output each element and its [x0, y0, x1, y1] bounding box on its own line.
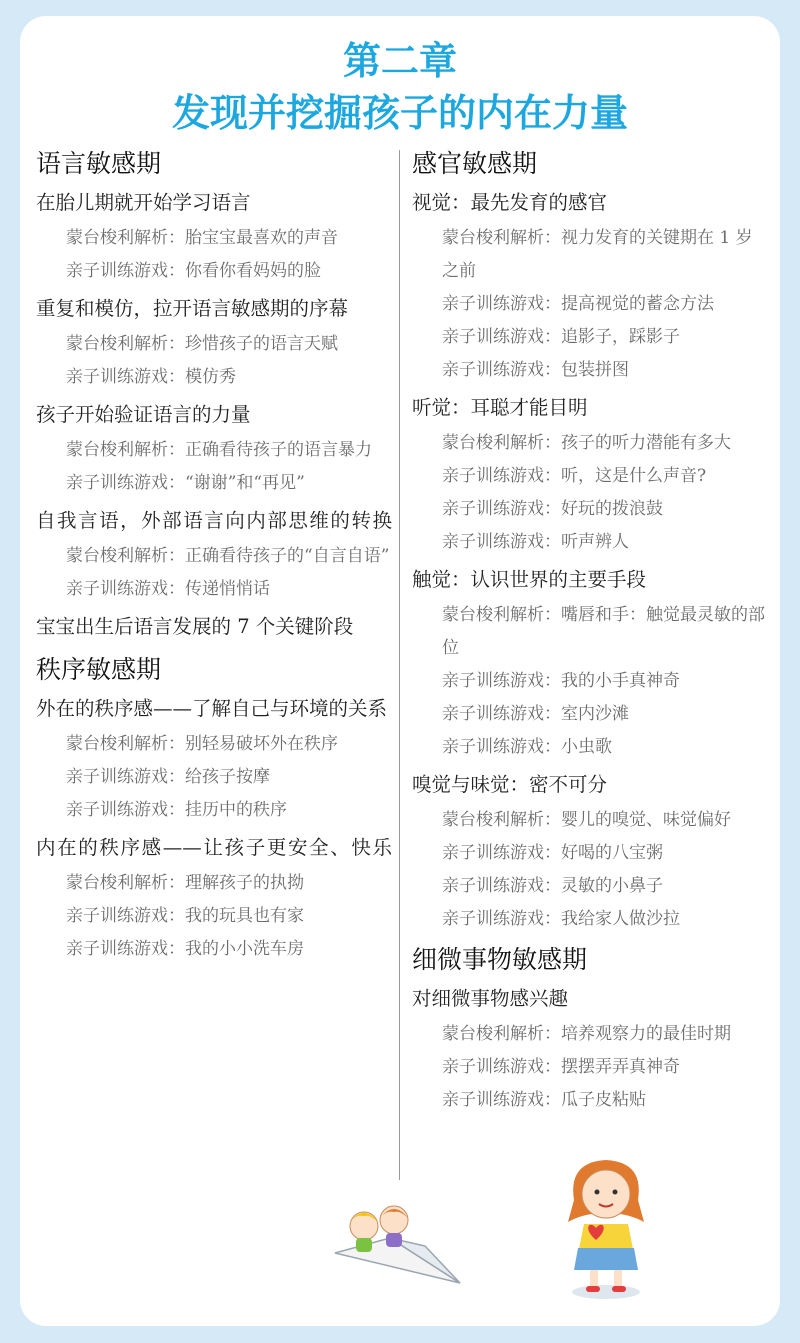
chapter-number: 第二章 — [342, 39, 457, 83]
toc-item: 蒙台梭利解析：视力发育的关键期在 1 岁之前 — [442, 228, 753, 281]
toc-item: 蒙台梭利解析：培养观察力的最佳时期 — [442, 1024, 731, 1044]
toc-item: 蒙台梭利解析：正确看待孩子的“自言自语” — [66, 546, 390, 566]
section-heading: 细微事物敏感期 — [412, 945, 588, 974]
toc-item: 亲子训练游戏：挂历中的秩序 — [66, 800, 287, 820]
kids-paper-plane-illustration — [330, 1198, 470, 1288]
toc-item: 蒙台梭利解析：正确看待孩子的语言暴力 — [66, 440, 372, 460]
toc-item: 亲子训练游戏：模仿秀 — [66, 367, 236, 387]
toc-subheading: 嗅觉与味觉：密不可分 — [412, 773, 608, 796]
toc-subheading: 宝宝出生后语言发展的 7 个关键阶段 — [36, 615, 354, 638]
toc-item: 蒙台梭利解析：胎宝宝最喜欢的声音 — [66, 228, 338, 248]
toc-item: 亲子训练游戏：我的小小洗车房 — [66, 939, 304, 959]
toc-subheading: 重复和模仿，拉开语言敏感期的序幕 — [36, 297, 349, 320]
section-heading: 秩序敏感期 — [36, 655, 162, 684]
toc-subheading: 孩子开始验证语言的力量 — [36, 403, 251, 426]
toc-item: 亲子训练游戏：我给家人做沙拉 — [442, 909, 680, 929]
chapter-title — [20, 36, 780, 138]
toc-subheading: 在胎儿期就开始学习语言 — [36, 191, 251, 214]
toc-item: 亲子训练游戏：包装拼图 — [442, 360, 629, 380]
toc-subheading: 听觉：耳聪才能目明 — [412, 396, 588, 419]
right-column — [412, 146, 768, 1117]
toc-item: 亲子训练游戏：好喝的八宝粥 — [442, 843, 663, 863]
toc-item: 亲子训练游戏：给孩子按摩 — [66, 767, 270, 787]
toc-item: 亲子训练游戏：“谢谢”和“再见” — [66, 473, 305, 493]
toc-subheading: 对细微事物感兴趣 — [412, 987, 569, 1010]
toc-item: 蒙台梭利解析：嘴唇和手：触觉最灵敏的部位 — [442, 605, 765, 658]
toc-subheading: 内在的秩序感——让孩子更安全、快乐 — [36, 836, 392, 859]
section-heading: 语言敏感期 — [36, 149, 162, 178]
toc-item: 亲子训练游戏：追影子，踩影子 — [442, 327, 680, 347]
left-column — [36, 146, 392, 966]
toc-item: 蒙台梭利解析：别轻易破坏外在秩序 — [66, 734, 338, 754]
section-heading: 感官敏感期 — [412, 149, 538, 178]
toc-item: 蒙台梭利解析：珍惜孩子的语言天赋 — [66, 334, 338, 354]
chapter-heading: 发现并挖掘孩子的内在力量 — [171, 91, 628, 135]
toc-item: 亲子训练游戏：摆摆弄弄真神奇 — [442, 1057, 680, 1077]
toc-item: 亲子训练游戏：你看你看妈妈的脸 — [66, 261, 321, 281]
toc-item: 亲子训练游戏：我的小手真神奇 — [442, 671, 680, 691]
toc-item: 亲子训练游戏：室内沙滩 — [442, 704, 629, 724]
toc-item: 蒙台梭利解析：婴儿的嗅觉、味觉偏好 — [442, 810, 731, 830]
toc-item: 亲子训练游戏：听声辨人 — [442, 532, 629, 552]
toc-item: 蒙台梭利解析：理解孩子的执拗 — [66, 873, 304, 893]
toc-item: 亲子训练游戏：好玩的拨浪鼓 — [442, 499, 663, 519]
toc-item: 亲子训练游戏：我的玩具也有家 — [66, 906, 304, 926]
toc-subheading: 视觉：最先发育的感官 — [412, 191, 608, 214]
toc-subheading: 触觉：认识世界的主要手段 — [412, 568, 647, 591]
toc-item: 亲子训练游戏：瓜子皮粘贴 — [442, 1090, 646, 1110]
toc-item: 亲子训练游戏：传递悄悄话 — [66, 579, 270, 599]
toc-item: 蒙台梭利解析：孩子的听力潜能有多大 — [442, 433, 731, 453]
toc-item: 亲子训练游戏：小虫歌 — [442, 737, 612, 757]
column-divider — [399, 150, 400, 1180]
toc-item: 亲子训练游戏：灵敏的小鼻子 — [442, 876, 663, 896]
toc-item: 亲子训练游戏：听，这是什么声音? — [442, 466, 707, 486]
toc-item: 亲子训练游戏：提高视觉的蓄念方法 — [442, 294, 714, 314]
toc-subheading: 自我言语，外部语言向内部思维的转换 — [36, 509, 392, 532]
girl-with-heart-illustration — [546, 1152, 666, 1302]
toc-subheading: 外在的秩序感——了解自己与环境的关系 — [36, 697, 388, 720]
